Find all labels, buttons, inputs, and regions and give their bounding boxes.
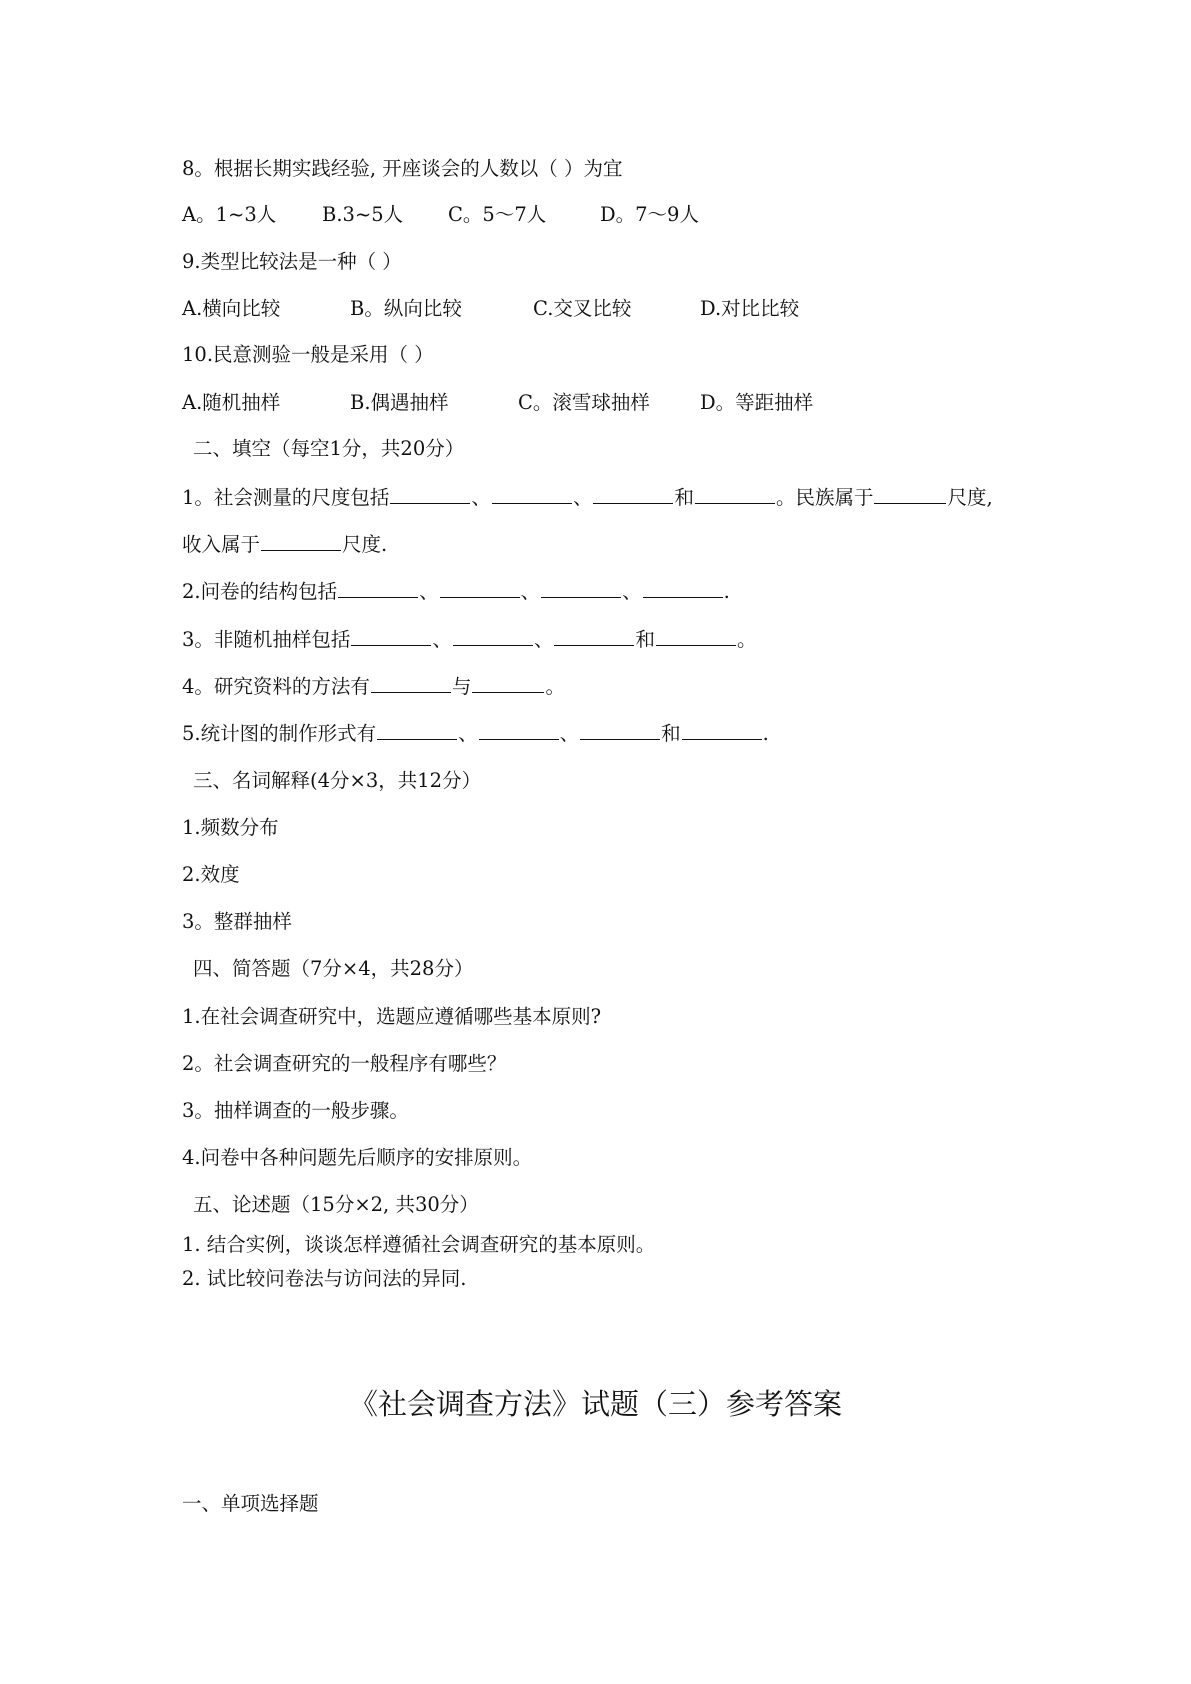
fill-blank <box>643 579 723 598</box>
question-10: 10.民意测验一般是采用（ ） <box>182 343 434 366</box>
option-d: D。7～9人 <box>600 203 699 226</box>
option-c: C.交叉比较 <box>533 297 632 320</box>
answer-title: 《社会调查方法》试题（三）参考答案 <box>348 1387 842 1421</box>
fill-blank <box>695 485 775 504</box>
fill-q4-prompt: 4。研究资料的方法有 <box>182 675 370 698</box>
separator: 、 <box>622 580 642 603</box>
option-a: A。1~3人 <box>182 203 277 226</box>
separator: 和 <box>635 628 655 651</box>
separator: 、 <box>458 722 478 745</box>
option-a: A.横向比较 <box>182 297 281 320</box>
fill-q2-prompt: 2.问卷的结构包括 <box>182 580 338 603</box>
separator: . <box>723 580 730 603</box>
fill-blank <box>874 485 946 504</box>
separator: 、 <box>533 628 554 651</box>
separator: 和 <box>674 486 694 509</box>
option-c: C。5～7人 <box>448 203 547 226</box>
fill-blank <box>371 674 451 693</box>
option-c: C。滚雪球抽样 <box>518 391 650 414</box>
separator: 和 <box>661 722 681 745</box>
question-10-options <box>182 391 822 415</box>
fill-question-5 <box>182 721 769 746</box>
fill-blank <box>580 721 660 740</box>
short-answer-item: 4.问卷中各种问题先后顺序的安排原则。 <box>182 1146 533 1169</box>
term-item: 2.效度 <box>182 863 240 886</box>
option-d: D.对比比较 <box>700 297 800 320</box>
section-fill-heading: 二、填空（每空1分，共20分） <box>193 437 465 460</box>
option-b: B。纵向比较 <box>350 297 462 320</box>
term-item: 3。整群抽样 <box>182 910 292 933</box>
fill-blank <box>656 627 736 646</box>
fill-blank <box>390 485 470 504</box>
separator: 、 <box>432 628 452 651</box>
question-9-options <box>182 297 822 321</box>
question-8-options <box>182 203 742 227</box>
fill-blank <box>351 627 431 646</box>
fill-q3-prompt: 3。非随机抽样包括 <box>182 628 351 651</box>
fill-q1-prompt: 1。社会测量的尺度包括 <box>182 486 390 509</box>
fill-question-2 <box>182 579 730 604</box>
fill-blank <box>472 674 544 693</box>
fill-question-1-cont <box>182 532 387 557</box>
separator: 与 <box>451 675 472 698</box>
fill-question-3 <box>182 627 756 652</box>
separator: 、 <box>572 486 593 509</box>
fill-blank <box>377 721 457 740</box>
separator: 、 <box>471 486 491 509</box>
fill-blank <box>554 627 634 646</box>
separator: 、 <box>559 722 580 745</box>
option-d: D。等距抽样 <box>700 391 814 414</box>
section-short-heading: 四、简答题（7分×4，共28分） <box>193 957 474 980</box>
short-answer-item: 2。社会调查研究的一般程序有哪些？ <box>182 1052 507 1075</box>
answer-section-1: 一、单项选择题 <box>182 1492 319 1515</box>
option-b: B.偶遇抽样 <box>350 391 449 414</box>
separator: . <box>762 722 769 745</box>
option-a: A.随机抽样 <box>182 391 281 414</box>
essay-item: 1. 结合实例，谈谈怎样遵循社会调查研究的基本原则。 <box>182 1233 656 1256</box>
separator: 尺度, <box>947 486 993 509</box>
fill-q1-prompt-2: 收入属于 <box>182 533 261 556</box>
separator: 、 <box>520 580 541 603</box>
fill-blank <box>593 485 673 504</box>
fill-blank <box>492 485 572 504</box>
question-9: 9.类型比较法是一种（ ） <box>182 250 402 273</box>
separator: 。 <box>545 675 565 698</box>
fill-blank <box>541 579 621 598</box>
fill-blank <box>261 532 341 551</box>
section-terms-heading: 三、名词解释(4分×3，共12分） <box>193 769 482 792</box>
question-8: 8。根据长期实践经验, 开座谈会的人数以（ ）为宜 <box>182 157 623 180</box>
separator: 。民族属于 <box>775 486 874 509</box>
separator: 。 <box>736 628 757 651</box>
fill-question-1 <box>182 485 993 510</box>
fill-q5-prompt: 5.统计图的制作形式有 <box>182 722 377 745</box>
short-answer-item: 1.在社会调查研究中，选题应遵循哪些基本原则? <box>182 1005 602 1028</box>
fill-blank <box>479 721 559 740</box>
fill-blank <box>440 579 520 598</box>
fill-blank <box>338 579 418 598</box>
separator: 尺度. <box>342 533 388 556</box>
separator: 、 <box>419 580 439 603</box>
option-b: B.3~5人 <box>322 203 404 226</box>
short-answer-item: 3。抽样调查的一般步骤。 <box>182 1099 409 1122</box>
fill-question-4 <box>182 674 565 699</box>
essay-item: 2. 试比较问卷法与访问法的异同. <box>182 1267 467 1290</box>
fill-blank <box>682 721 762 740</box>
section-essay-heading: 五、论述题（15分×2, 共30分） <box>193 1193 479 1216</box>
fill-blank <box>453 627 533 646</box>
term-item: 1.频数分布 <box>182 816 279 839</box>
